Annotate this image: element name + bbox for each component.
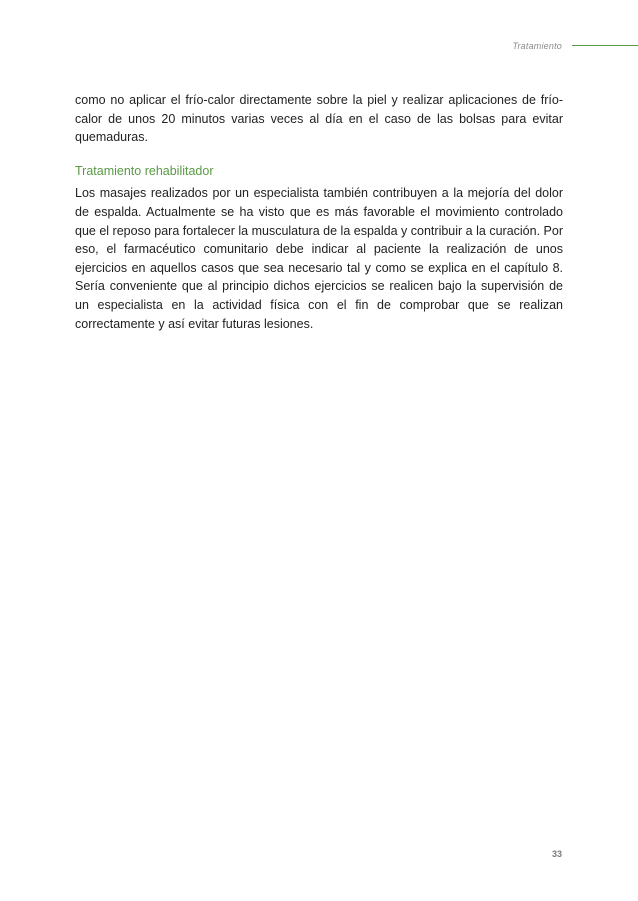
page-number: 33 [551, 849, 562, 859]
running-header [0, 41, 638, 55]
intro-paragraph: como no aplicar el frío-calor directamente sobre la piel y realizar aplicaciones de frío-calor de unos 20 minutos varias veces al día en el caso de las bolsas para evitar quemaduras. [75, 93, 563, 145]
section-paragraph: Los masajes realizados por un especialista también contribuyen a la mejoría del dolor de espalda. Actualmente se ha visto que es más favorable el movimiento controlado que el reposo para fortalecer la musculatura de la espalda y contribuir a la curación. Por eso, el farmacéutico comunitario debe indicar al paciente la realización de unos ejercicios en aquellos casos que sea necesario tal y como se explica en el capítulo 8. Sería conveniente que al principio dichos ejercicios se realicen bajo la supervisión de un especialista en la actividad física con el fin de comprobar que se realizan correctamente y así evitar futuras lesiones. [75, 186, 563, 331]
running-header-rule [572, 45, 638, 46]
section-heading: Tratamiento rehabilitador [75, 163, 214, 178]
running-header-title: Tratamiento [512, 41, 562, 51]
main-content [75, 91, 563, 333]
